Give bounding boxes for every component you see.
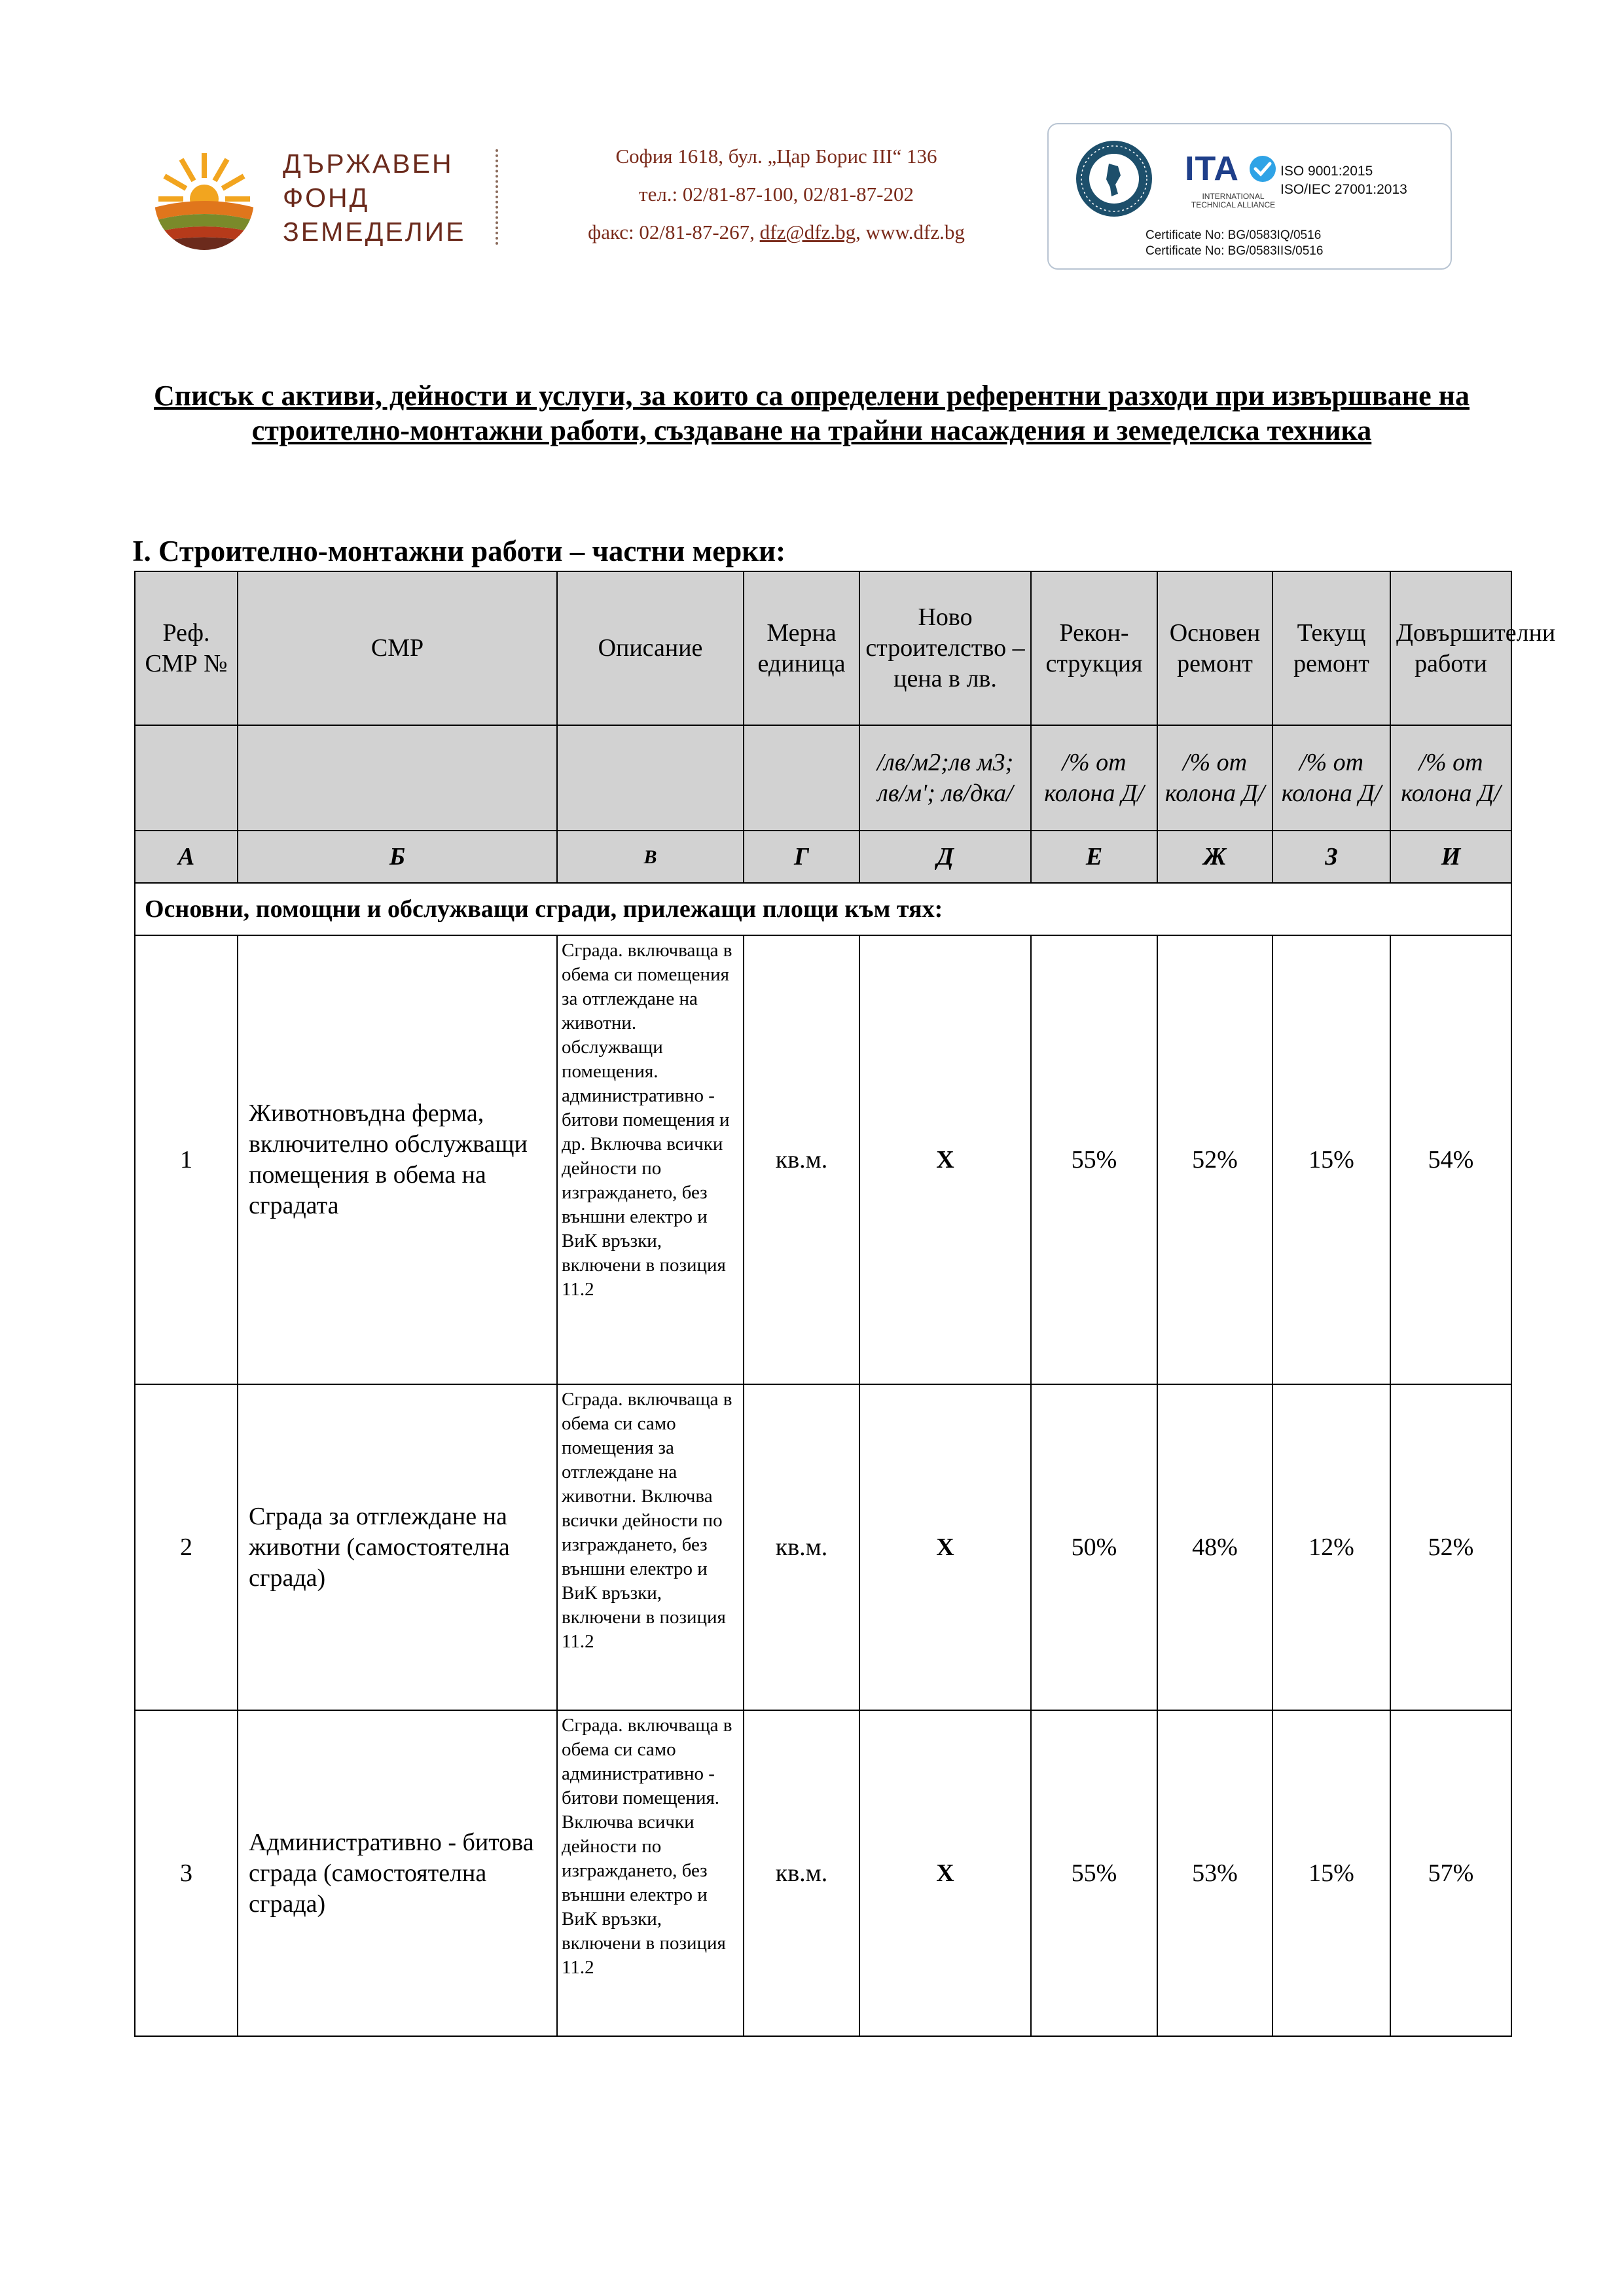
header-description: Описание — [557, 571, 744, 725]
ita-logo: ITA — [1185, 150, 1239, 188]
fax-line — [541, 213, 1012, 251]
table-units-row — [135, 725, 1511, 831]
row-finishing-works: 52% — [1390, 1384, 1511, 1710]
row-smr: Административно - битова сграда (самостоятелна сграда) — [238, 1710, 557, 2036]
column-letter: Д — [859, 831, 1031, 883]
row-reconstruction: 55% — [1031, 1710, 1157, 2036]
column-letter: Г — [744, 831, 859, 883]
row-finishing-works: 54% — [1390, 935, 1511, 1384]
units-cell: /% от колона Д/ — [1390, 725, 1511, 831]
table-header-row — [135, 571, 1511, 725]
website-text: , www.dfz.bg — [856, 221, 965, 243]
iso-standards — [1280, 162, 1407, 199]
row-ref: 2 — [135, 1384, 238, 1710]
table-group-row — [135, 883, 1511, 935]
row-unit: кв.м. — [744, 1384, 859, 1710]
logo-text — [283, 147, 465, 249]
table-row — [135, 935, 1511, 1384]
certificate-number-1: Certificate No: BG/0583IQ/0516 — [1146, 228, 1322, 242]
row-smr: Животновъдна ферма, включително обслужващи помещения в обема на сградата — [238, 935, 557, 1384]
table-row — [135, 1384, 1511, 1710]
logo-line-2: ФОНД — [283, 183, 370, 213]
row-current-repair: 15% — [1272, 935, 1390, 1384]
column-letter: З — [1272, 831, 1390, 883]
column-letter: Е — [1031, 831, 1157, 883]
row-unit: кв.м. — [744, 1710, 859, 2036]
row-unit: кв.м. — [744, 935, 859, 1384]
header-unit: Мерна единица — [744, 571, 859, 725]
column-letter: Ж — [1157, 831, 1272, 883]
ita-subtitle: INTERNATIONAL TECHNICAL ALLIANCE — [1191, 192, 1276, 209]
header-reconstruction: Рекон-струкция — [1031, 571, 1157, 725]
row-current-repair: 12% — [1272, 1384, 1390, 1710]
table-row — [135, 1710, 1511, 2036]
row-smr: Сграда за отглеждане на животни (самостоятелна сграда) — [238, 1384, 557, 1710]
contact-block — [541, 137, 1012, 251]
units-cell: /% от колона Д/ — [1272, 725, 1390, 831]
header-finishing-works: Довършителни работи — [1390, 571, 1511, 725]
group-title: Основни, помощни и обслужващи сгради, прилежащи площи към тях: — [135, 883, 1511, 935]
address-text: София 1618, бул. „Цар Борис III“ 136 — [615, 145, 937, 168]
row-new-construction: X — [859, 1710, 1031, 2036]
reference-costs-table — [134, 571, 1556, 2037]
units-cell — [238, 725, 557, 831]
header-new-construction: Ново строителство – цена в лв. — [859, 571, 1031, 725]
dfz-logo-icon — [152, 148, 257, 253]
units-cell — [744, 725, 859, 831]
row-current-repair: 15% — [1272, 1710, 1390, 2036]
section-heading: I. Строително-монтажни работи – частни мерки: — [132, 535, 786, 567]
header-smr: СМР — [238, 571, 557, 725]
row-major-repair: 52% — [1157, 935, 1272, 1384]
email-link[interactable]: dfz@dfz.bg — [759, 221, 856, 243]
check-badge-icon — [1248, 154, 1277, 183]
units-cell: /% от колона Д/ — [1157, 725, 1272, 831]
phone-text: тел.: 02/81-87-100, 02/81-87-202 — [639, 183, 914, 206]
table-letters-row — [135, 831, 1511, 883]
header-major-repair: Основен ремонт — [1157, 571, 1272, 725]
column-letter: А — [135, 831, 238, 883]
certificate-number-2: Certificate No: BG/0583IIS/0516 — [1146, 244, 1324, 258]
certificate-numbers — [1146, 228, 1323, 259]
units-cell: /лв/м2;лв м3; лв/м'; лв/дка/ — [859, 725, 1031, 831]
column-letter: В — [557, 831, 744, 883]
header-current-repair: Текущ ремонт — [1272, 571, 1390, 725]
row-major-repair: 53% — [1157, 1710, 1272, 2036]
certification-box — [1047, 123, 1452, 270]
logo-line-3: ЗЕМЕДЕЛИЕ — [283, 217, 466, 247]
row-ref: 3 — [135, 1710, 238, 2036]
column-letter: Б — [238, 831, 557, 883]
row-description: Сграда. включваща в обема си само административно - битови помещения. Включва всички дейности по изграждането, без външни електро и ВиК връзки, включени в позиция 11.2 — [557, 1710, 744, 2036]
document-title: Списък с активи, дейности и услуги, за които са определени референтни разходи при извършване на строително-монтажни работи, създаване на трайни насаждения и земеделска техника — [153, 380, 1470, 446]
column-letter: И — [1390, 831, 1511, 883]
row-finishing-works: 57% — [1390, 1710, 1511, 2036]
header-ref: Реф. СМР № — [135, 571, 238, 725]
row-description: Сграда. включваща в обема си помещения за отглеждане на животни. обслужващи помещения. административно - битови помещения и др. Включва всички дейности по изграждането, без външни електро и ВиК връзки, включени в позиция 11.2 — [557, 935, 744, 1384]
row-reconstruction: 55% — [1031, 935, 1157, 1384]
units-cell: /% от колона Д/ — [1031, 725, 1157, 831]
iso-9001: ISO 9001:2015 — [1280, 164, 1373, 179]
units-cell — [135, 725, 238, 831]
row-ref: 1 — [135, 935, 238, 1384]
row-reconstruction: 50% — [1031, 1384, 1157, 1710]
units-cell — [557, 725, 744, 831]
accredia-seal-icon — [1075, 137, 1153, 220]
fax-text: факс: 02/81-87-267, — [588, 221, 760, 243]
iso-27001: ISO/IEC 27001:2013 — [1280, 182, 1407, 197]
row-description: Сграда. включваща в обема си само помещения за отглеждане на животни. Включва всички дейности по изграждането, без външни електро и ВиК връзки, включени в позиция 11.2 — [557, 1384, 744, 1710]
row-new-construction: X — [859, 935, 1031, 1384]
row-major-repair: 48% — [1157, 1384, 1272, 1710]
header-divider — [496, 149, 498, 245]
logo-line-1: ДЪРЖАВЕН — [283, 149, 454, 179]
row-new-construction: X — [859, 1384, 1031, 1710]
